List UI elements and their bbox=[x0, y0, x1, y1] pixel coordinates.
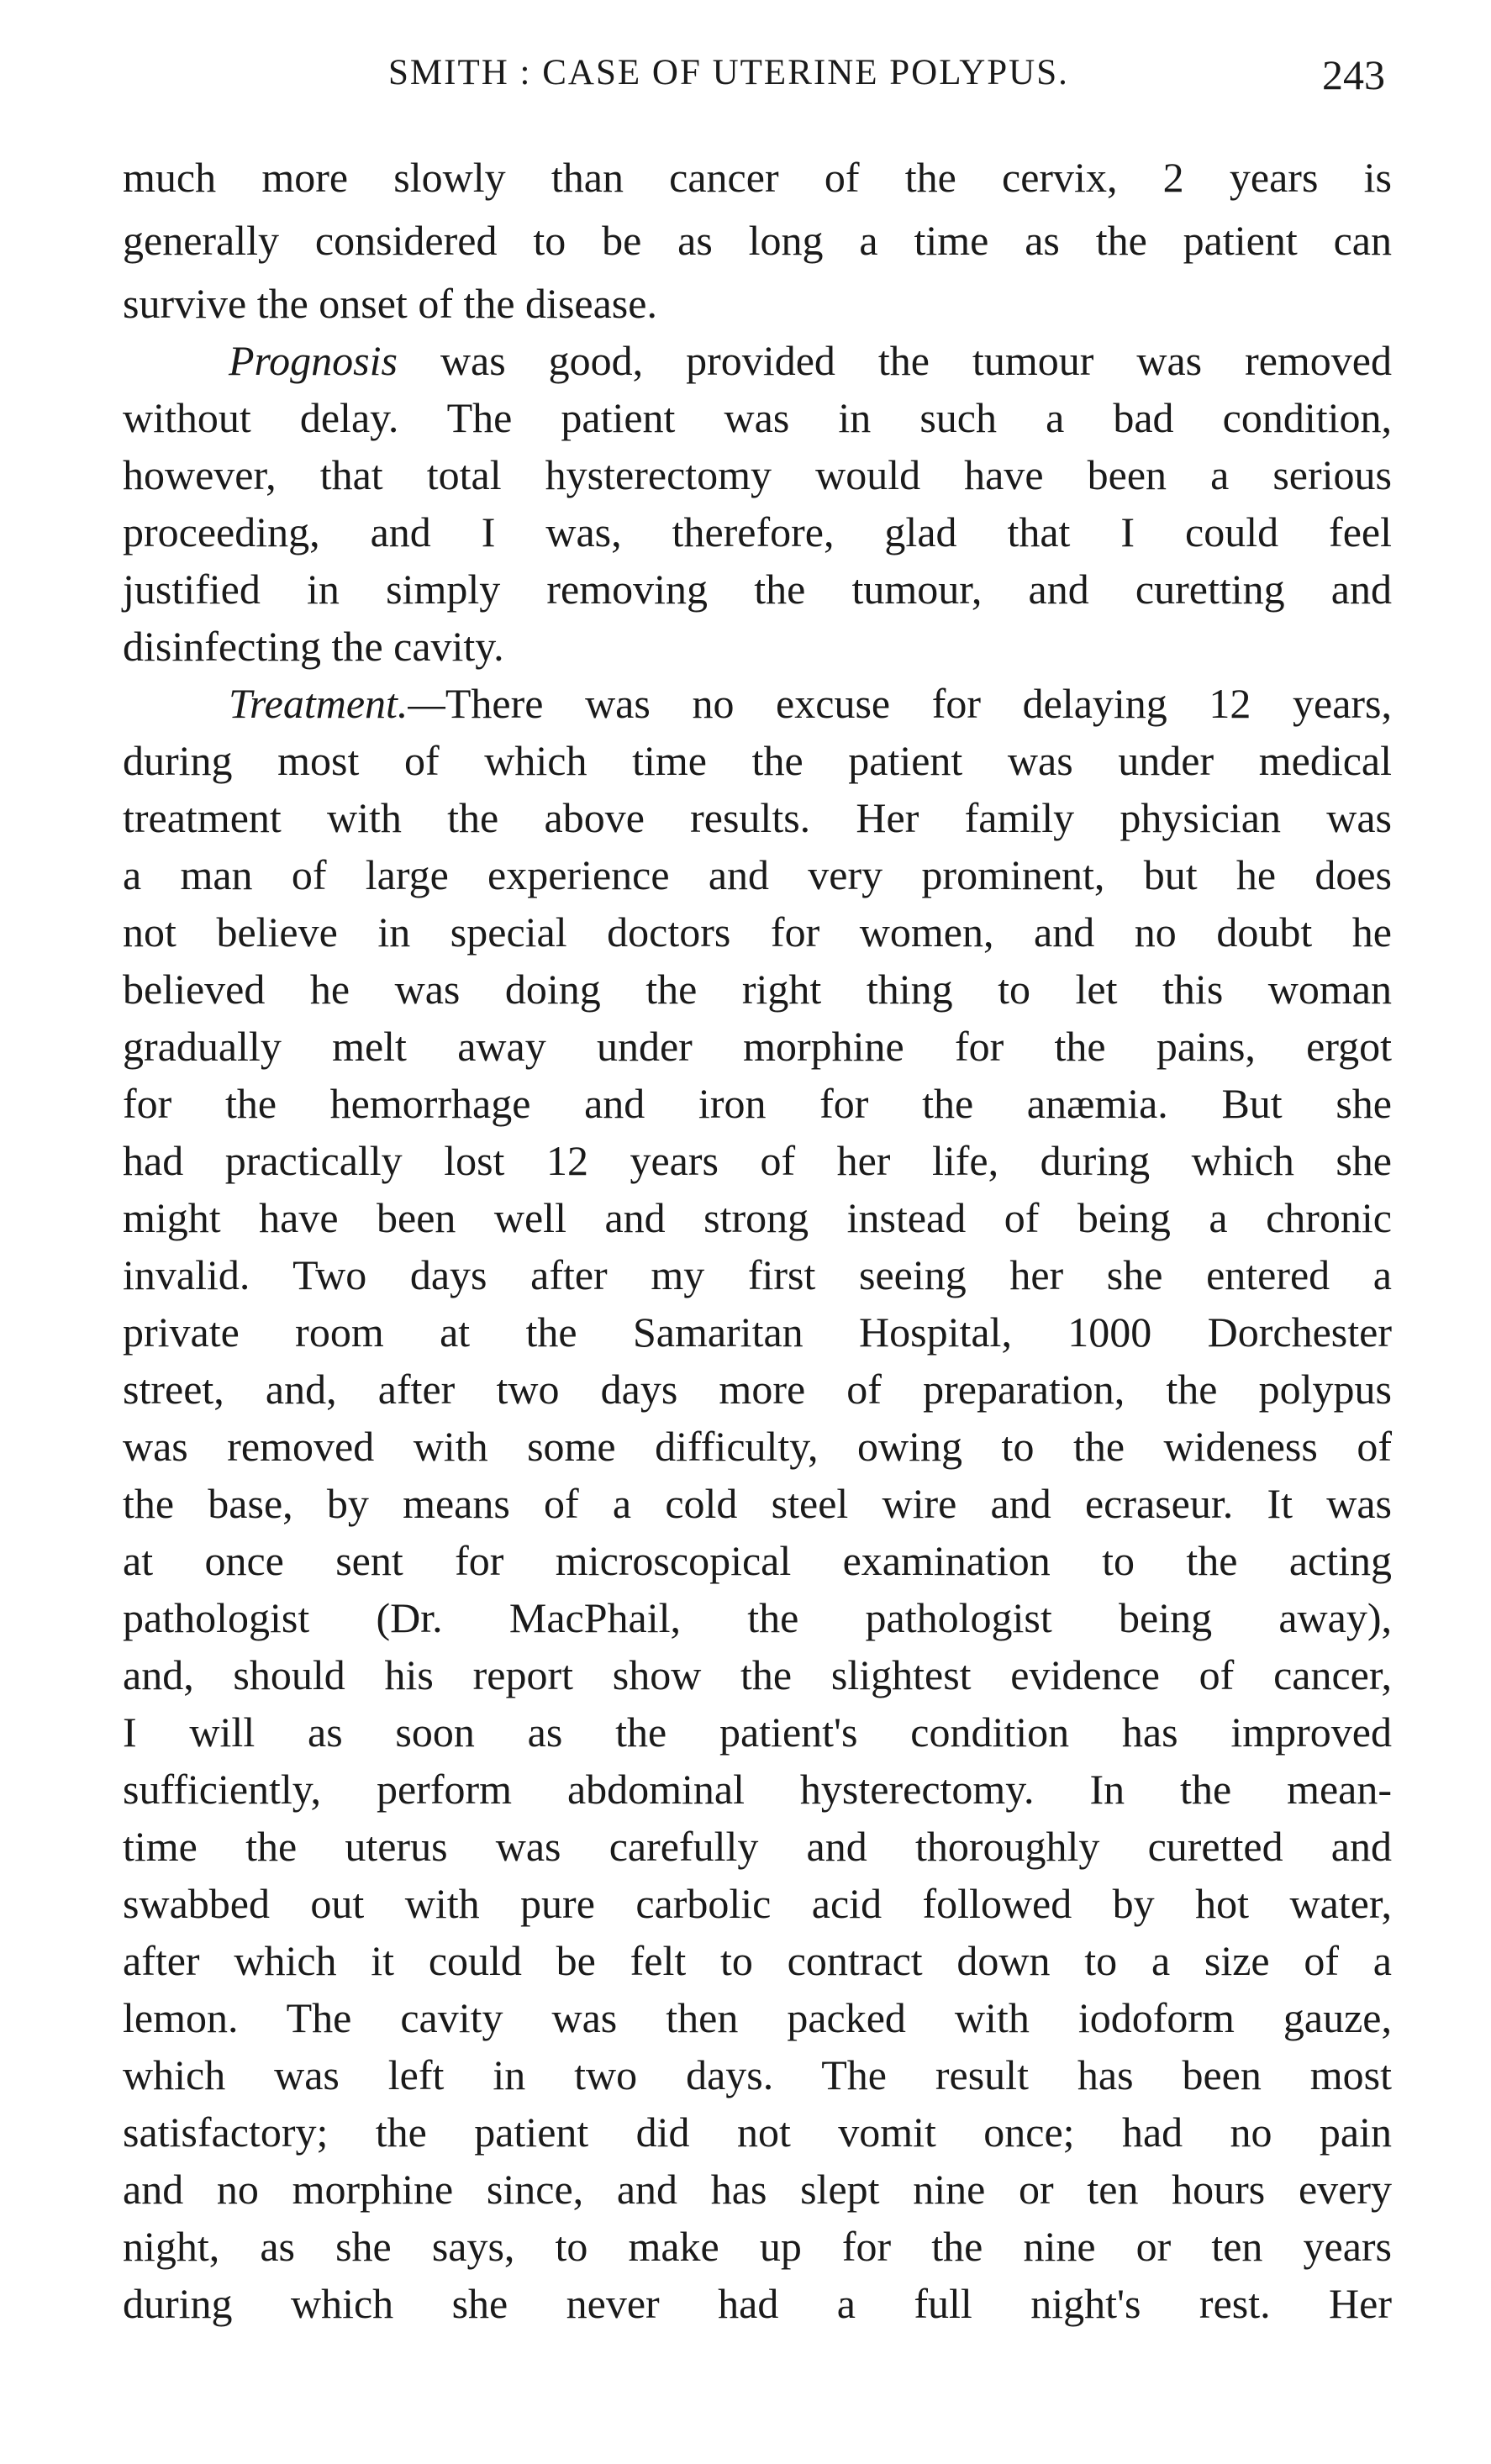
text-line: swabbed out with pure carbolic acid followed by hot water, bbox=[123, 1880, 1392, 1927]
text-line: invalid. Two days after my first seeing her she entered a bbox=[123, 1251, 1392, 1298]
text-line: during most of which time the patient was under medical bbox=[123, 737, 1392, 784]
running-title: SMITH : CASE OF UTERINE POLYPUS. bbox=[388, 53, 1069, 92]
text-line: sufficiently, perform abdominal hysterectomy. In the mean- bbox=[123, 1766, 1392, 1813]
italic-lead-prognosis: Prognosis bbox=[229, 337, 398, 384]
text-line: and, should his report show the slightest evidence of cancer, bbox=[123, 1651, 1392, 1698]
text-line: might have been well and strong instead of being a chronic bbox=[123, 1194, 1392, 1241]
text-line: the base, by means of a cold steel wire and ecraseur. It was bbox=[123, 1480, 1392, 1527]
running-head bbox=[0, 52, 1491, 103]
text-line: a man of large experience and very prominent, but he does bbox=[123, 851, 1392, 898]
text-line: gradually melt away under morphine for the pains, ergot bbox=[123, 1023, 1392, 1070]
text-line: satisfactory; the patient did not vomit once; had no pain bbox=[123, 2109, 1392, 2156]
text-line: had practically lost 12 years of her life, during which she bbox=[123, 1137, 1392, 1184]
paragraph-prognosis bbox=[229, 333, 1392, 388]
text-span: There was no excuse for delaying 12 years, bbox=[445, 680, 1392, 727]
text-line: after which it could be felt to contract down to a size of a bbox=[123, 1937, 1392, 1984]
text-line: which was left in two days. The result has been most bbox=[123, 2051, 1392, 2098]
text-line: time the uterus was carefully and thoroughly curetted and bbox=[123, 1823, 1392, 1870]
text-line: night, as she says, to make up for the nine or ten years bbox=[123, 2223, 1392, 2270]
text-line: believed he was doing the right thing to let this woman bbox=[123, 966, 1392, 1013]
text-line: without delay. The patient was in such a bad condition, bbox=[123, 394, 1392, 441]
text-line: I will as soon as the patient's condition has improved bbox=[123, 1708, 1392, 1756]
page-number: 243 bbox=[1322, 51, 1385, 98]
paragraph-treatment bbox=[229, 676, 1392, 731]
text-line: at once sent for microscopical examination to the acting bbox=[123, 1537, 1392, 1584]
text-line: proceeding, and I was, therefore, glad that I could feel bbox=[123, 508, 1392, 555]
text-line: during which she never had a full night's rest. Her bbox=[123, 2280, 1392, 2327]
text-line: generally considered to be as long a time as the patient can bbox=[123, 217, 1392, 264]
text-line: much more slowly than cancer of the cervix, 2 years is bbox=[123, 154, 1392, 201]
text-line: justified in simply removing the tumour, and curetting and bbox=[123, 566, 1392, 613]
text-line: disinfecting the cavity. bbox=[123, 623, 504, 670]
text-line: survive the onset of the disease. bbox=[123, 280, 657, 327]
text-line: and no morphine since, and has slept nine or ten hours every bbox=[123, 2166, 1392, 2213]
text-line: pathologist (Dr. MacPhail, the pathologist being away), bbox=[123, 1594, 1392, 1641]
text-line: lemon. The cavity was then packed with iodoform gauze, bbox=[123, 1994, 1392, 2041]
text-span: was good, provided the tumour was removed bbox=[440, 337, 1392, 384]
text-line: private room at the Samaritan Hospital, 1000 Dorchester bbox=[123, 1308, 1392, 1356]
text-line: not believe in special doctors for women, and no doubt he bbox=[123, 908, 1392, 956]
text-line: was removed with some difficulty, owing to the wideness of bbox=[123, 1423, 1392, 1470]
text-line: however, that total hysterectomy would have been a serious bbox=[123, 451, 1392, 498]
italic-lead-treatment: Treatment.— bbox=[229, 680, 445, 727]
text-line: for the hemorrhage and iron for the anæmia. But she bbox=[123, 1080, 1392, 1127]
text-line: street, and, after two days more of preparation, the polypus bbox=[123, 1366, 1392, 1413]
text-line: treatment with the above results. Her family physician was bbox=[123, 794, 1392, 841]
